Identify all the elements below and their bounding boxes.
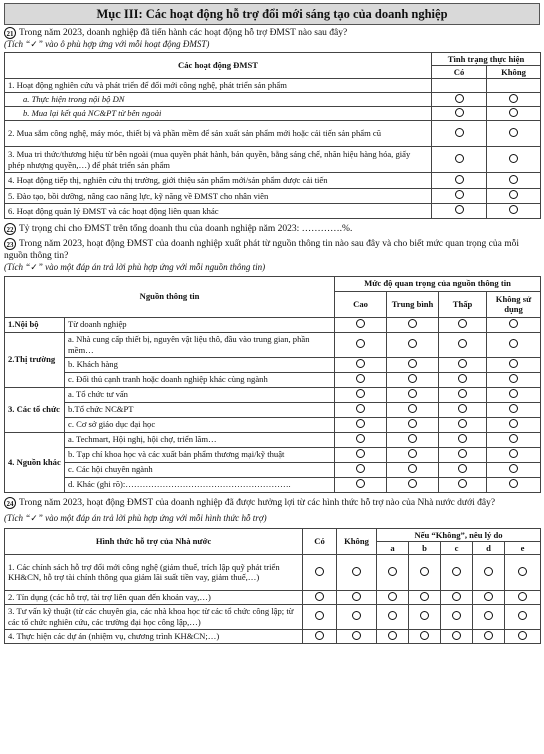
radio-option[interactable] xyxy=(484,592,493,601)
q23-item-label: c. Đối thủ cạnh tranh hoặc doanh nghiệp khác cùng ngành xyxy=(65,372,335,387)
radio-option[interactable] xyxy=(356,319,365,328)
question-number-21: 21 xyxy=(4,27,16,39)
radio-option[interactable] xyxy=(388,592,397,601)
radio-option[interactable] xyxy=(315,631,324,640)
radio-option[interactable] xyxy=(484,611,493,620)
q23-item-label: b. Tạp chí khoa học và các xuất bản phẩm thương mại/kỹ thuật xyxy=(65,447,335,462)
radio-option[interactable] xyxy=(408,374,417,383)
question-23-instruction: (Tích “✓” vào một đáp án trả lời phù hợp ứng với mỗi nguồn thông tin) xyxy=(4,261,266,272)
radio-option[interactable] xyxy=(458,434,467,443)
q21-row-label: b. Mua lại kết quả NC&PT từ bên ngoài xyxy=(5,107,432,121)
radio-option[interactable] xyxy=(518,611,527,620)
radio-option[interactable] xyxy=(420,592,429,601)
radio-option[interactable] xyxy=(509,404,518,413)
q21-row-label: 6. Hoạt động quản lý ĐMST và các hoạt động liên quan khác xyxy=(5,204,432,219)
radio-option[interactable] xyxy=(420,631,429,640)
q24-row-label: 3. Tư vấn kỹ thuật (từ các chuyên gia, các nhà khoa học từ các tổ chức công lập; từ các tổ chức nghiên cứu, các trường đại học công lập,…) xyxy=(5,604,303,629)
radio-option[interactable] xyxy=(484,567,493,576)
radio-option[interactable] xyxy=(458,404,467,413)
q24-row-label: 2. Tín dụng (các hỗ trợ, tài trợ liên quan đến khoản vay,…) xyxy=(5,590,303,604)
radio-option[interactable] xyxy=(458,464,467,473)
q21-row-label: 3. Mua tri thức/thương hiệu từ bên ngoài (mua quyền phát hành, bản quyền, bằng sáng chế, nhãn hiệu hàng hóa, giấy phép nhượng quyền,…) để phát triển sản phẩm xyxy=(5,147,432,173)
q24-reason-header: d xyxy=(473,541,505,554)
radio-option[interactable] xyxy=(518,631,527,640)
checkmark-icon: ✓ xyxy=(30,39,38,50)
radio-option[interactable] xyxy=(458,449,467,458)
radio-option[interactable] xyxy=(356,419,365,428)
q24-reason-header: c xyxy=(441,541,473,554)
radio-option[interactable] xyxy=(455,108,464,117)
q23-group-label: 4. Nguồn khác xyxy=(5,432,65,492)
q23-item-label: Từ doanh nghiệp xyxy=(65,317,335,332)
radio-option[interactable] xyxy=(356,449,365,458)
q24-table xyxy=(4,528,541,644)
radio-option[interactable] xyxy=(452,567,461,576)
radio-option[interactable] xyxy=(518,567,527,576)
radio-option[interactable] xyxy=(356,464,365,473)
q23-level-header: Trung bình xyxy=(387,291,439,317)
section-title: Mục III: Các hoạt động hỗ trợ đổi mới sáng tạo của doanh nghiệp xyxy=(4,3,540,25)
radio-option[interactable] xyxy=(455,94,464,103)
radio-option[interactable] xyxy=(420,611,429,620)
q23-level-header: Không sử dụng xyxy=(487,291,541,317)
radio-option[interactable] xyxy=(420,567,429,576)
radio-option[interactable] xyxy=(509,419,518,428)
q24-reason-header: a xyxy=(377,541,409,554)
q21-table xyxy=(4,52,541,219)
q23-item-label: b.Tổ chức NC&PT xyxy=(65,402,335,417)
q21-row-label: a. Thực hiện trong nội bộ DN xyxy=(5,93,432,107)
radio-option[interactable] xyxy=(388,631,397,640)
radio-option[interactable] xyxy=(356,389,365,398)
radio-option[interactable] xyxy=(452,592,461,601)
radio-option[interactable] xyxy=(455,175,464,184)
radio-option[interactable] xyxy=(408,434,417,443)
radio-option[interactable] xyxy=(352,567,361,576)
radio-option[interactable] xyxy=(315,592,324,601)
q23-group-label: 1.Nội bộ xyxy=(5,317,65,332)
q21-row-label: 5. Đào tạo, bồi dưỡng, nâng cao năng lực, kỹ năng về ĐMST cho nhân viên xyxy=(5,189,432,204)
radio-option[interactable] xyxy=(455,128,464,137)
question-23 xyxy=(4,238,540,261)
q23-level-header: Thấp xyxy=(439,291,487,317)
radio-option[interactable] xyxy=(408,389,417,398)
q23-col-source: Nguồn thông tin xyxy=(5,276,335,317)
radio-option[interactable] xyxy=(356,339,365,348)
q24-row-label: 1. Các chính sách hỗ trợ đổi mới công nghệ (giảm thuế, trích lập quỹ phát triển KH&CN, hỗ trợ tài chính thông qua giảm lãi suất tiền vay, giảm thuế,…) xyxy=(5,554,303,590)
radio-option[interactable] xyxy=(509,449,518,458)
radio-option[interactable] xyxy=(458,319,467,328)
radio-option[interactable] xyxy=(455,190,464,199)
radio-option[interactable] xyxy=(315,611,324,620)
question-24 xyxy=(4,497,540,509)
radio-option[interactable] xyxy=(455,154,464,163)
radio-option[interactable] xyxy=(509,389,518,398)
q21-row-label: 4. Hoạt động tiếp thị, nghiên cứu thị trường, giới thiệu sản phẩm mới/sản phẩm được cải tiến xyxy=(5,173,432,189)
q21-row-label: 2. Mua sắm công nghệ, máy móc, thiết bị và phần mềm để sản xuất sản phẩm mới hoặc cải tiến sản phẩm cũ xyxy=(5,121,432,147)
radio-option[interactable] xyxy=(509,479,518,488)
radio-option[interactable] xyxy=(408,464,417,473)
survey-page xyxy=(4,3,540,644)
radio-option[interactable] xyxy=(509,94,518,103)
radio-option[interactable] xyxy=(509,339,518,348)
q21-col-activity: Các hoạt động ĐMST xyxy=(5,53,432,79)
radio-option[interactable] xyxy=(408,449,417,458)
radio-option[interactable] xyxy=(356,374,365,383)
radio-option[interactable] xyxy=(458,419,467,428)
radio-option[interactable] xyxy=(356,404,365,413)
q24-row-label: 4. Thực hiện các dự án (nhiệm vụ, chương trình KH&CN;…) xyxy=(5,629,303,643)
radio-option[interactable] xyxy=(408,339,417,348)
radio-option[interactable] xyxy=(455,205,464,214)
q23-item-label: a. Nhà cung cấp thiết bị, nguyên vật liệu thô, đầu vào trung gian, phần mềm… xyxy=(65,332,335,357)
radio-option[interactable] xyxy=(509,190,518,199)
radio-option[interactable] xyxy=(408,359,417,368)
q23-group-label: 2.Thị trường xyxy=(5,332,65,387)
question-number-23: 23 xyxy=(4,238,16,250)
q24-col-yes: Có xyxy=(303,528,337,554)
radio-option[interactable] xyxy=(509,128,518,137)
question-number-24: 24 xyxy=(4,497,16,509)
q21-col-status: Tình trạng thực hiện xyxy=(432,53,541,66)
q23-item-label: b. Khách hàng xyxy=(65,357,335,372)
radio-option[interactable] xyxy=(388,611,397,620)
q23-item-label: a. Tổ chức tư vấn xyxy=(65,387,335,402)
q21-col-yes: Có xyxy=(432,66,487,79)
q23-item-label: c. Cơ sở giáo dục đại học xyxy=(65,417,335,432)
radio-option[interactable] xyxy=(356,359,365,368)
radio-option[interactable] xyxy=(352,611,361,620)
q23-item-label[interactable]: d. Khác (ghi rõ):…………………………………………………. xyxy=(65,477,335,492)
q23-group-label: 3. Các tổ chức xyxy=(5,387,65,432)
radio-option[interactable] xyxy=(509,359,518,368)
q24-reason-header: e xyxy=(505,541,541,554)
radio-option[interactable] xyxy=(352,631,361,640)
radio-option[interactable] xyxy=(509,108,518,117)
radio-option[interactable] xyxy=(452,631,461,640)
q21-row-label: 1. Hoạt động nghiên cứu và phát triển để đổi mới công nghệ, phát triển sản phẩm xyxy=(5,79,432,93)
radio-option[interactable] xyxy=(509,154,518,163)
question-24-instruction: (Tích “✓” vào một đáp án trả lời phù hợp ứng với mỗi hình thức hỗ trợ) xyxy=(4,512,267,523)
radio-option[interactable] xyxy=(518,592,527,601)
radio-option[interactable] xyxy=(458,389,467,398)
radio-option[interactable] xyxy=(356,479,365,488)
q24-col-form: Hình thức hỗ trợ của Nhà nước xyxy=(5,528,303,554)
radio-option[interactable] xyxy=(458,359,467,368)
question-21-instruction: (Tích “✓” vào ô phù hợp ứng với mỗi hoạt động ĐMST) xyxy=(4,39,210,50)
checkmark-icon: ✓ xyxy=(30,512,38,523)
radio-option[interactable] xyxy=(315,567,324,576)
radio-option[interactable] xyxy=(484,631,493,640)
radio-option[interactable] xyxy=(408,319,417,328)
radio-option[interactable] xyxy=(408,479,417,488)
radio-option[interactable] xyxy=(408,419,417,428)
question-22-text[interactable]: Tỷ trọng chi cho ĐMST trên tổng doanh thu của doanh nghiệp năm 2023: ………….%. xyxy=(19,224,353,235)
checkmark-icon: ✓ xyxy=(30,261,38,272)
radio-option[interactable] xyxy=(388,567,397,576)
question-22 xyxy=(4,223,540,235)
radio-option[interactable] xyxy=(509,205,518,214)
q23-table xyxy=(4,276,541,493)
radio-option[interactable] xyxy=(509,464,518,473)
radio-option[interactable] xyxy=(352,592,361,601)
q24-col-reason: Nếu “Không”, nêu lý do xyxy=(377,528,541,541)
question-number-22: 22 xyxy=(4,223,16,235)
radio-option[interactable] xyxy=(458,374,467,383)
radio-option[interactable] xyxy=(356,434,365,443)
question-24-text: Trong năm 2023, hoạt động ĐMST của doanh nghiệp đã được hưởng lợi từ các hình thức hỗ trợ nào của Nhà nước dưới đây? xyxy=(19,497,496,508)
radio-option[interactable] xyxy=(509,434,518,443)
radio-option[interactable] xyxy=(452,611,461,620)
question-21-text: Trong năm 2023, doanh nghiệp đã tiến hành các hoạt động hỗ trợ ĐMST nào sau đây? xyxy=(19,28,348,39)
q24-reason-header: b xyxy=(409,541,441,554)
radio-option[interactable] xyxy=(408,404,417,413)
q23-level-header: Cao xyxy=(335,291,387,317)
q21-col-no: Không xyxy=(487,66,541,79)
radio-option[interactable] xyxy=(458,479,467,488)
question-21 xyxy=(4,27,540,39)
radio-option[interactable] xyxy=(509,175,518,184)
q23-item-label: a. Techmart, Hội nghị, hội chợ, triển lãm… xyxy=(65,432,335,447)
question-23-text: Trong năm 2023, hoạt động ĐMST của doanh nghiệp xuất phát từ nguồn thông tin nào sau đây và cho biết mức quan trọng của mỗi nguồn thông tin? xyxy=(4,239,520,261)
q24-col-no: Không xyxy=(337,528,377,554)
q23-item-label: c. Các hội chuyên ngành xyxy=(65,462,335,477)
radio-option[interactable] xyxy=(458,339,467,348)
radio-option[interactable] xyxy=(509,319,518,328)
q23-col-importance: Mức độ quan trọng của nguồn thông tin xyxy=(335,276,541,291)
radio-option[interactable] xyxy=(509,374,518,383)
